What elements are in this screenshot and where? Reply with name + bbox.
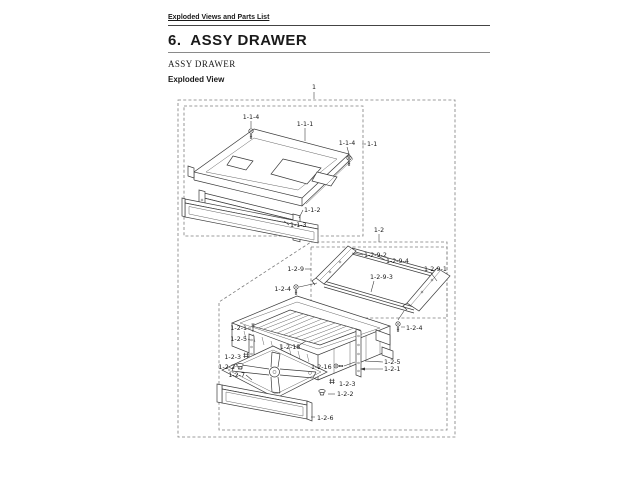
- callout-1-2-6: [311, 415, 334, 422]
- callout-label: 1-2-5: [230, 336, 247, 343]
- callout-1-2-2-left: [218, 364, 235, 371]
- callout-label: 1-2-18: [279, 344, 301, 351]
- callout-label: 1-2-9: [287, 266, 304, 273]
- callout-label: 1-1-3: [290, 222, 307, 229]
- callout-1-2-5-right: [365, 359, 401, 366]
- callout-1-2-3-left: [224, 354, 241, 361]
- exploded-view-heading: Exploded View: [168, 75, 225, 84]
- leader-line: [365, 361, 383, 362]
- callout-1-1-4-left: [243, 114, 260, 128]
- callout-1-2-2-right: [328, 391, 354, 398]
- clip-1-2-3-left: [243, 353, 248, 358]
- callout-1-2-1-right: [360, 366, 401, 373]
- callout-label: 1-2-2: [218, 364, 235, 371]
- callout-label: 1-2-7: [228, 372, 245, 379]
- callout-label: 1-2-9-4: [386, 258, 409, 265]
- leader-line: [398, 311, 405, 327]
- callout-label: 1-1-4: [242, 114, 260, 121]
- callout-label: 1-2-9-1: [424, 266, 447, 273]
- tray-frame-1-1-1: [188, 129, 353, 206]
- panel6-end-cap-left: [217, 384, 222, 403]
- leader-line: [347, 147, 349, 154]
- callout-label: 1-2-3: [339, 381, 356, 388]
- tray-top-face: [194, 129, 349, 198]
- callout-1-2-9-3: [370, 274, 393, 292]
- callout-1-1-2: [299, 207, 321, 218]
- callout-1-2-5-left: [230, 336, 250, 343]
- callout-1-2-4-right: [398, 311, 423, 332]
- callout-label: 1-1-2: [304, 207, 321, 214]
- clip-1-2-3-right: [329, 379, 334, 384]
- xpanel-hub: [270, 367, 280, 377]
- callout-1-1: [362, 141, 377, 148]
- callout-label: 1-2-5: [384, 359, 401, 366]
- tray-corner-bracket: [188, 166, 194, 178]
- leader-line: [299, 283, 317, 287]
- callout-1-1-1: [297, 121, 314, 141]
- callout-label: 1-2-16: [311, 364, 332, 371]
- callout-1: [312, 84, 316, 99]
- callout-1-2-16: [311, 362, 355, 371]
- breadcrumb-text: Exploded Views and Parts List: [168, 14, 270, 21]
- callout-label: 1-2-9-2: [364, 252, 387, 259]
- callout-label: 1-2-4: [406, 325, 423, 332]
- callout-label: 1-1-1: [296, 121, 314, 128]
- leader-line: [371, 281, 374, 292]
- callout-label: 1: [311, 84, 317, 91]
- callout-label: 1-2-4: [274, 286, 291, 293]
- callout-label: 1-2-2: [337, 391, 354, 398]
- panel-end-cap: [182, 198, 185, 217]
- screw-1-2-4-left: [294, 285, 298, 295]
- callout-1-2: [374, 227, 384, 242]
- callout-label: 1-2-3: [224, 354, 241, 361]
- foot-1-2-2-right: [319, 390, 325, 396]
- callout-label: 1-2-1: [230, 325, 247, 332]
- callout-label: 1-2-1: [384, 366, 401, 373]
- callout-1-2-3-right: [339, 381, 356, 388]
- screw-1-2-4-right: [396, 322, 400, 332]
- callout-1-2-9: [287, 266, 311, 273]
- rail-strip-right: [356, 329, 361, 377]
- panel6-end-cap-right: [307, 401, 312, 421]
- frame-bracket-right: [407, 268, 450, 311]
- callout-label: 1-1-4: [338, 140, 356, 147]
- callout-label: 1-2-6: [317, 415, 334, 422]
- frame-rail-rear: [324, 281, 414, 313]
- leader-line: [299, 210, 303, 218]
- callout-label: 1-1: [367, 141, 378, 148]
- frame-bracket-left-line: [320, 249, 351, 280]
- callout-label: 1-2: [373, 227, 385, 234]
- callout-label: 1-2-9-3: [370, 274, 393, 281]
- assembly-subtitle: ASSY DRAWER: [168, 59, 236, 69]
- page-title: 6. ASSY DRAWER: [168, 32, 490, 53]
- screw-1-2-16: [334, 364, 343, 368]
